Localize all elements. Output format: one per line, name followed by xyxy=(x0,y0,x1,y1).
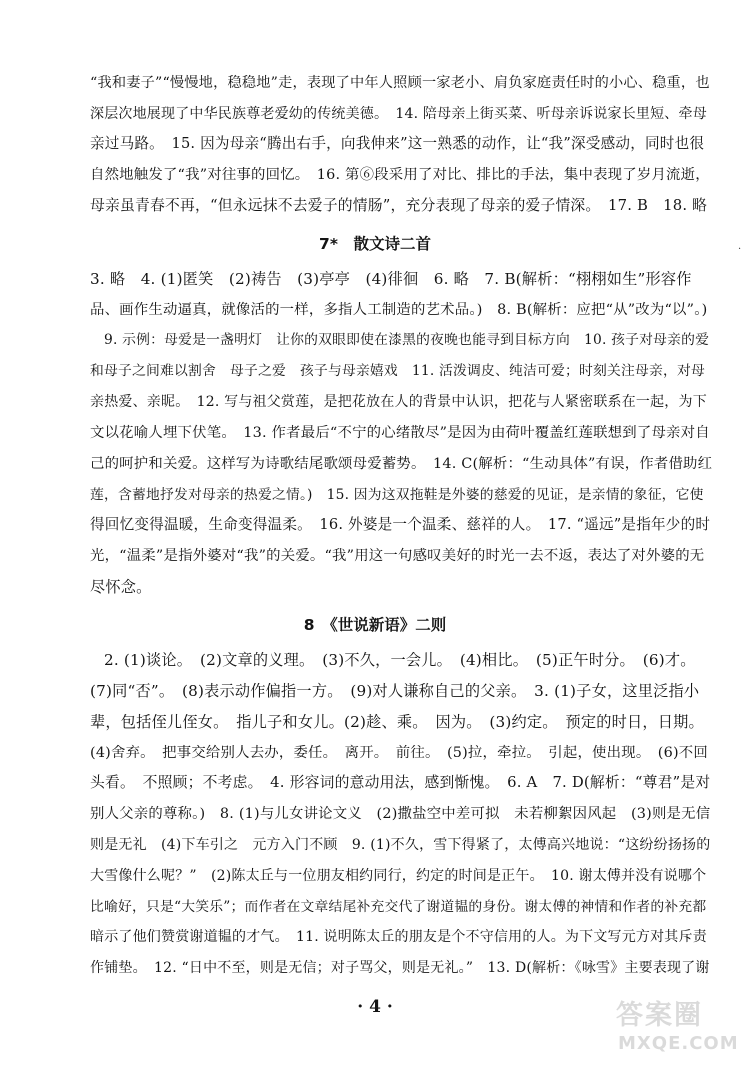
text-line: 自然地触发了“我”对往事的回忆。 16. 第⑥段采用了对比、排比的手法，集中表现了岁月流逝， xyxy=(90,167,710,183)
text-line: 莲，含蓄地抒发对母亲的热爱之情。) 15. 因为这双拖鞋是外婆的慈爱的见证，是亲情的象征，它使 xyxy=(90,487,704,503)
text-line: 品、画作生动逼真，就像活的一样，多指人工制造的艺术品。) 8. B(解析：应把“从”改为“以”。) xyxy=(90,302,708,318)
section-heading-8: 8 《世说新语》二则 xyxy=(303,616,447,634)
text-line: “我和妻子”“慢慢地，稳稳地”走，表现了中年人照顾一家老小、肩负家庭责任时的小心、稳重，也 xyxy=(90,75,710,91)
text-line: 和母子之间难以割舍 母子之爱 孩子与母亲嬉戏 11. 活泼调皮、纯洁可爱；时刻关注母亲，对母 xyxy=(90,363,705,379)
text-line: 大雪像什么呢？” (2)陈太丘与一位朋友相约同行，约定的时间是正午。 10. 谢太傅并没有说哪个 xyxy=(90,868,707,884)
watermark-logo-text: 答案圈 xyxy=(616,1000,703,1031)
section-heading-7: 7* 散文诗二首 xyxy=(319,235,431,253)
text-line: 作铺垫。 12. “日中不至，则是无信；对子骂父，则是无礼。” 13. D(解析：《咏雪》主要表现了谢 xyxy=(90,960,710,976)
text-line: 母亲虽青春不再，“但永远抹不去爱子的情肠”，充分表现了母亲的爱子情深。 17. B 18. 略 xyxy=(90,197,708,214)
text-line: 亲热爱、亲昵。 12. 写与祖父赏莲，是把花放在人的背景中认识，把花与人紧密联系在一起，为下 xyxy=(90,394,707,410)
text-line: 辈，包括侄儿侄女。 指儿子和女儿。(2)趁、乘。 因为。 (3)约定。 预定的时日，日期。 xyxy=(90,713,704,731)
text-line: 2. (1)谈论。 (2)文章的义理。 (3)不久，一会儿。 (4)相比。 (5)正午时分。 (6)才。 xyxy=(104,651,696,669)
text-line: 文以花喻人埋下伏笔。 13. 作者最后“不宁的心绪散尽”是因为由荷叶覆盖红莲联想到了母亲对自 xyxy=(90,425,710,441)
text-line: 3. 略 4. (1)匿笑 (2)祷告 (3)亭亭 (4)徘徊 6. 略 7. B(解析：“栩栩如生”形容作 xyxy=(90,270,692,288)
watermark-url: MXQE.COM xyxy=(618,1033,739,1054)
text-line: 9. 示例：母爱是一盏明灯 让你的双眼即使在漆黑的夜晚也能寻到目标方向 10. 孩子对母亲的爱 xyxy=(104,332,710,348)
page-number: · 4 · xyxy=(357,997,393,1017)
text-line: (7)同“否”。 (8)表示动作偏指一方。 (9)对人谦称自己的父亲。 3. (1)子女，这里泛指小 xyxy=(90,682,700,700)
text-line: 别人父亲的尊称。) 8. (1)与儿女讲论文义 (2)撒盐空中差可拟 未若柳絮因风起 (3)则是无信 xyxy=(90,806,711,822)
text-line: 则是无礼 (4)下车引之 元方入门不顾 9. (1)不久，雪下得紧了，太傅高兴地说：“这纷纷扬扬的 xyxy=(90,837,711,853)
text-line: 比喻好，只是“大笑乐”；而作者在文章结尾补充交代了谢道韫的身份。谢太傅的神情和作者的补充都 xyxy=(90,899,707,915)
text-line: 己的呵护和关爱。这样写为诗歌结尾歌颂母爱蓄势。 14. C(解析：“生动具体”有误，作者借助红 xyxy=(90,456,713,472)
text-line: 尽怀念。 xyxy=(90,578,152,596)
text-line: 得回忆变得温暖，生命变得温柔。 16. 外婆是一个温柔、慈祥的人。 17. “遥远”是指年少的时 xyxy=(90,516,711,533)
text-line: 暗示了他们赞赏谢道韫的才气。 11. 说明陈太丘的朋友是个不守信用的人。为下文写元方对其斥责 xyxy=(90,929,707,945)
text-line: 头看。 不照顾；不考虑。 4. 形容词的意动用法，感到惭愧。 6. A 7. D(解析：“尊君”是对 xyxy=(90,774,711,791)
text-line: 光，“温柔”是指外婆对“我”的关爱。“我”用这一句感叹美好的时光一去不返，表达了对外婆的无 xyxy=(90,548,705,564)
margin-mark: · xyxy=(738,244,742,255)
text-line: 亲过马路。 15. 因为母亲“腾出右手，向我伸来”这一熟悉的动作，让“我”深受感动，同时也很 xyxy=(90,135,705,152)
text-line: (4)舍弃。 把事交给别人去办，委任。 离开。 前往。 (5)拉，牵拉。 引起，使出现。 (6)不回 xyxy=(90,745,708,761)
text-line: 深层次地展现了中华民族尊老爱幼的传统美德。 14. 陪母亲上街买菜、听母亲诉说家长里短、牵母 xyxy=(90,106,707,122)
watermark-logo xyxy=(614,999,742,1059)
